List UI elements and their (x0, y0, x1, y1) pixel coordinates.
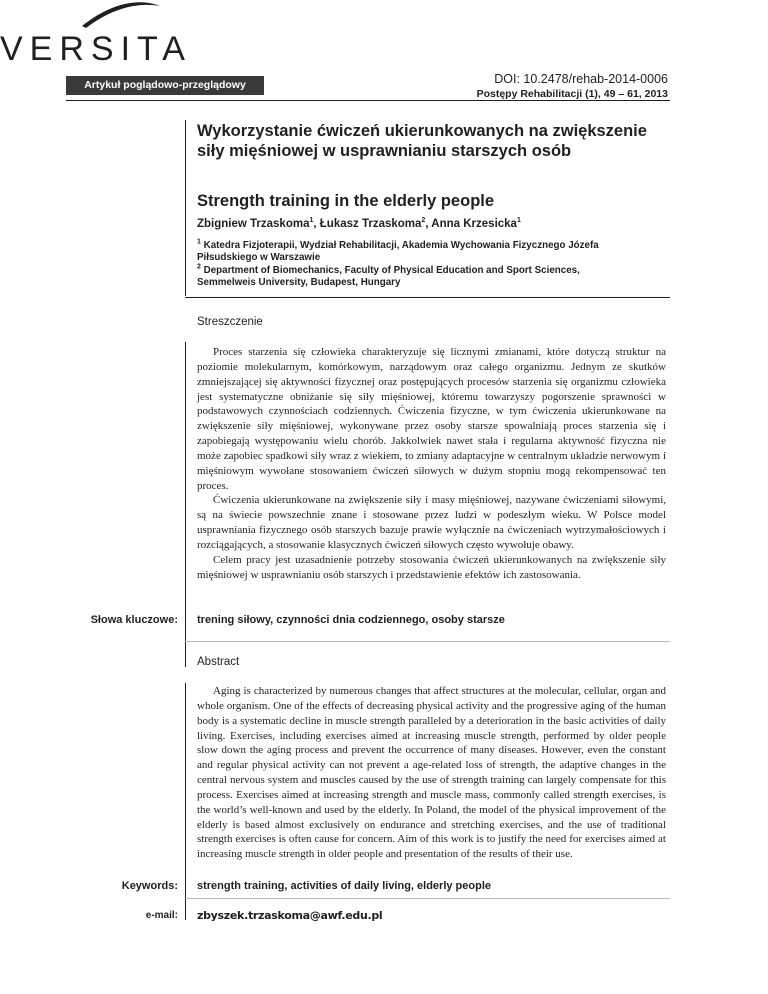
header-rule (66, 100, 670, 101)
abstract-paragraph: Aging is characterized by numerous changes that affect structures at the molecular, cellular, organ and whole organism. One of the effects of decreasing physical activity and the progressive aging of the human body is a systematic decline in muscle strength paralleled by a deterioration in the basic activities of daily living. Exercises, including exercises aimed at increasing muscle strength, performed by older people slow down the aging process and prevent the occurrence of many diseases. However, even the constant and regular physical activity can not prevent a age-related loss of strength, the adaptive changes in the central nervous system and muscles caused by the use of strength training can largely compensate for this process. Exercises aimed at increasing strength and muscle mass, commonly called strength exercises, is the world’s well-known and used by the elderly. In Poland, the model of the physical improvement of the elderly is based almost exclusively on endurance and stretching exercises, and the use of traditional strength exercises is often cause for concern. Aim of this work is to justify the need for exercises aimed at increasing muscle strength in older people and presentation of the results of their use. (197, 685, 666, 861)
abstract-paragraph: Celem pracy jest uzasadnienie potrzeby stosowania ćwiczeń ukierunkowanych na zwiększenie siły mięśniowej w usprawnianiu osób starszych i przedstawienie efektów ich zastosowania. (197, 553, 666, 581)
author-name: Anna Krzesicka (431, 218, 517, 230)
title-block-rule (185, 297, 670, 298)
author-list (197, 218, 667, 230)
abstract-polish (197, 345, 666, 583)
affiliation-text: Department of Biomechanics, Faculty of Physical Education and Sport Sciences, (203, 264, 580, 276)
keywords-label-english: Keywords: (121, 880, 178, 892)
author-affiliation-marker: 2 (421, 217, 426, 225)
title-english: Strength training in the elderly people (197, 192, 495, 210)
affiliation-continued: Semmelweis University, Budapest, Hungary (197, 276, 401, 288)
author-affiliation-marker: 1 (516, 217, 521, 225)
affiliation-number: 1 (197, 238, 201, 246)
affiliation (197, 265, 667, 277)
author-name: Łukasz Trzaskoma (319, 218, 422, 230)
abstract-english (197, 684, 666, 862)
affiliation-list (197, 240, 667, 289)
email-label: e-mail: (145, 910, 178, 921)
keywords-polish: trening siłowy, czynności dnia codziennego, osoby starsze (197, 614, 505, 626)
keywords-english: strength training, activities of daily living, elderly people (197, 880, 492, 892)
section-rule (185, 641, 670, 642)
journal-info (477, 72, 668, 101)
doi: DOI: 10.2478/rehab-2014-0006 (494, 72, 668, 86)
logo-swoosh (82, 2, 160, 28)
section-rule (185, 898, 670, 899)
author-separator: , (313, 218, 320, 230)
author-affiliation-marker: 1 (309, 217, 314, 225)
abstract-paragraph: Ćwiczenia ukierunkowane na zwiększenie siły i masy mięśniowej, nazywane ćwiczeniami siłowymi, są na świecie powszechnie znane i stosowane przez ludzi w podeszłym wieku. W Polsce model usprawniania fizycznego osób starszych bazuje prawie wyłącznie na ćwiczeniach wytrzymałościowych i rozciągających, a stosowanie klasycznych ćwiczeń siłowych często wywołuje obawy. (197, 494, 666, 551)
author-separator: , (425, 218, 432, 230)
affiliation-number: 2 (197, 263, 201, 271)
keywords-label-polish: Słowa kluczowe: (90, 614, 178, 626)
contact-email: zbyszek.trzaskoma@awf.edu.pl (197, 909, 383, 922)
affiliation (197, 240, 667, 252)
versita-logo (0, 0, 200, 66)
abstract-heading-english: Abstract (197, 656, 240, 668)
title-side-rule (185, 120, 186, 296)
journal-reference: Postępy Rehabilitacji (1), 49 – 61, 2013 (476, 88, 668, 100)
title-polish: Wykorzystanie ćwiczeń ukierunkowanych na zwiększenie siły mięśniowej w usprawnianiu starszych osób (197, 122, 647, 160)
author-name: Zbigniew Trzaskoma (197, 218, 310, 230)
affiliation-text: Katedra Fizjoterapii, Wydział Rehabilitacji, Akademia Wychowania Fizycznego Józefa (203, 240, 599, 251)
article-category-label: Artykuł poglądowo-przeglądowy (66, 76, 264, 95)
affiliation-continued: Piłsudskiego w Warszawie (197, 252, 321, 264)
svg-text:VERSITA: VERSITA (0, 30, 192, 66)
abstract-side-rule (185, 342, 186, 667)
abstract-heading-polish: Streszczenie (197, 316, 263, 328)
abstract-paragraph: Proces starzenia się człowieka charakteryzuje się licznymi zmianami, które dotyczą struktur na poziomie molekularnym, komórkowym, narządowym oraz całego organizmu. Jednym ze skutków zmniejszającej się aktywności fizycznej oraz postępujących procesów starzenia się organizmu człowieka jest systematyczne obniżanie się siły mięśniowej, któremu towarzyszy pogorszenie sprawności w podstawowych czynnościach codziennych. Ćwiczenia fizyczne, w tym ćwiczenia ukierunkowane na zwiększenie siły mięśniowej, wykonywane przez osoby starsze spowalniają proces starzenia się i zapobiegają występowaniu wielu chorób. Jakkolwiek nawet stała i regularna aktywność fizyczna nie może zapobiec spadkowi siły wraz z wiekiem, to zmiany adaptacyjne w centralnym układzie nerwowym i mięśniowym wywołane stosowaniem ćwiczeń siłowych w dużym stopniu mogą rekompensować ten proces. (197, 346, 666, 492)
abstract-side-rule (185, 683, 186, 920)
